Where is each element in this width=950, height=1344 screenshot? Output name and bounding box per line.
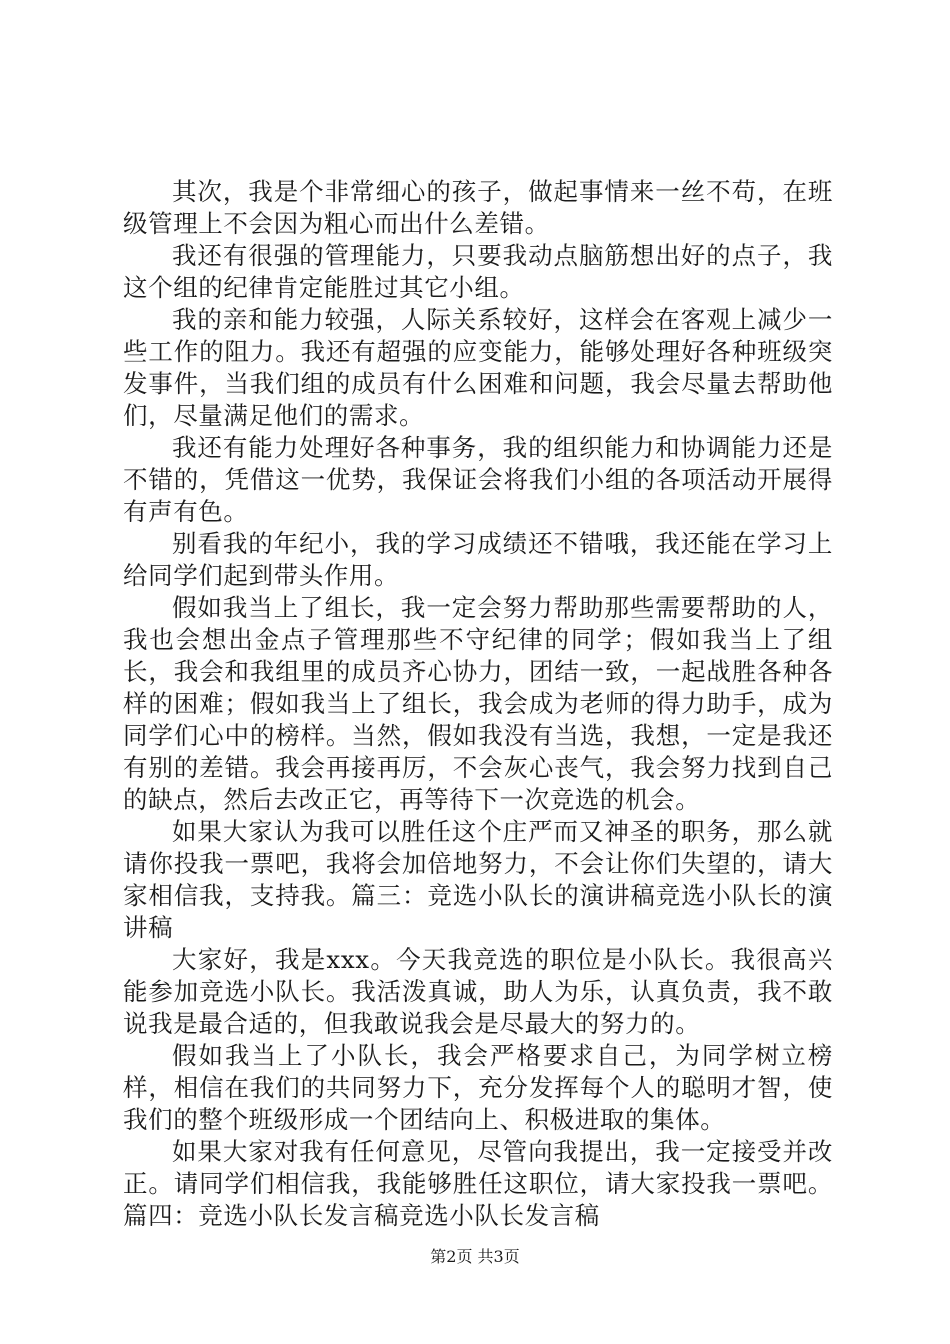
paragraph: 如果大家对我有任何意见，尽管向我提出，我一定接受并改正。请同学们相信我，我能够胜任这职位，请大家投我一票吧。篇四：竞选小队长发言稿竞选小队长发言稿 [123,1137,833,1230]
page-number-footer: 第2页 共3页 [430,1247,520,1266]
paragraph: 如果大家认为我可以胜任这个庄严而又神圣的职务，那么就请你投我一票吧，我将会加倍地努力，不会让你们失望的，请大家相信我，支持我。篇三：竞选小队长的演讲稿竞选小队长的演讲稿 [123,817,833,942]
paragraph: 别看我的年纪小，我的学习成绩还不错哦，我还能在学习上给同学们起到带头作用。 [123,529,833,590]
paragraph: 我的亲和能力较强，人际关系较好，这样会在客观上减少一些工作的阻力。我还有超强的应变能力，能够处理好各种班级突发事件，当我们组的成员有什么困难和问题，我会尽量去帮助他们，尽量满足他们的需求。 [123,305,833,430]
paragraph: 假如我当上了组长，我一定会努力帮助那些需要帮助的人，我也会想出金点子管理那些不守纪律的同学；假如我当上了组长，我会和我组里的成员齐心协力，团结一致，一起战胜各种各样的困难；假如我当上了组长，我会成为老师的得力助手，成为同学们心中的榜样。当然，假如我没有当选，我想，一定是我还有别的差错。我会再接再厉，不会灰心丧气，我会努力找到自己的缺点，然后去改正它，再等待下一次竞选的机会。 [123,593,833,814]
paragraph: 假如我当上了小队长，我会严格要求自己，为同学树立榜样，相信在我们的共同努力下，充分发挥每个人的聪明才智，使我们的整个班级形成一个团结向上、积极进取的集体。 [123,1041,833,1134]
paragraph: 我还有能力处理好各种事务，我的组织能力和协调能力还是不错的，凭借这一优势，我保证会将我们小组的各项活动开展得有声有色。 [123,433,833,526]
paragraph: 其次，我是个非常细心的孩子，做起事情来一丝不苟，在班级管理上不会因为粗心而出什么差错。 [123,177,833,238]
document-body [123,176,833,1232]
paragraph: 我还有很强的管理能力，只要我动点脑筋想出好的点子，我这个组的纪律肯定能胜过其它小组。 [123,241,833,302]
paragraph: 大家好，我是xxx。今天我竞选的职位是小队长。我很高兴能参加竞选小队长。我活泼真诚，助人为乐，认真负责，我不敢说我是最合适的，但我敢说我会是尽最大的努力的。 [123,945,833,1038]
